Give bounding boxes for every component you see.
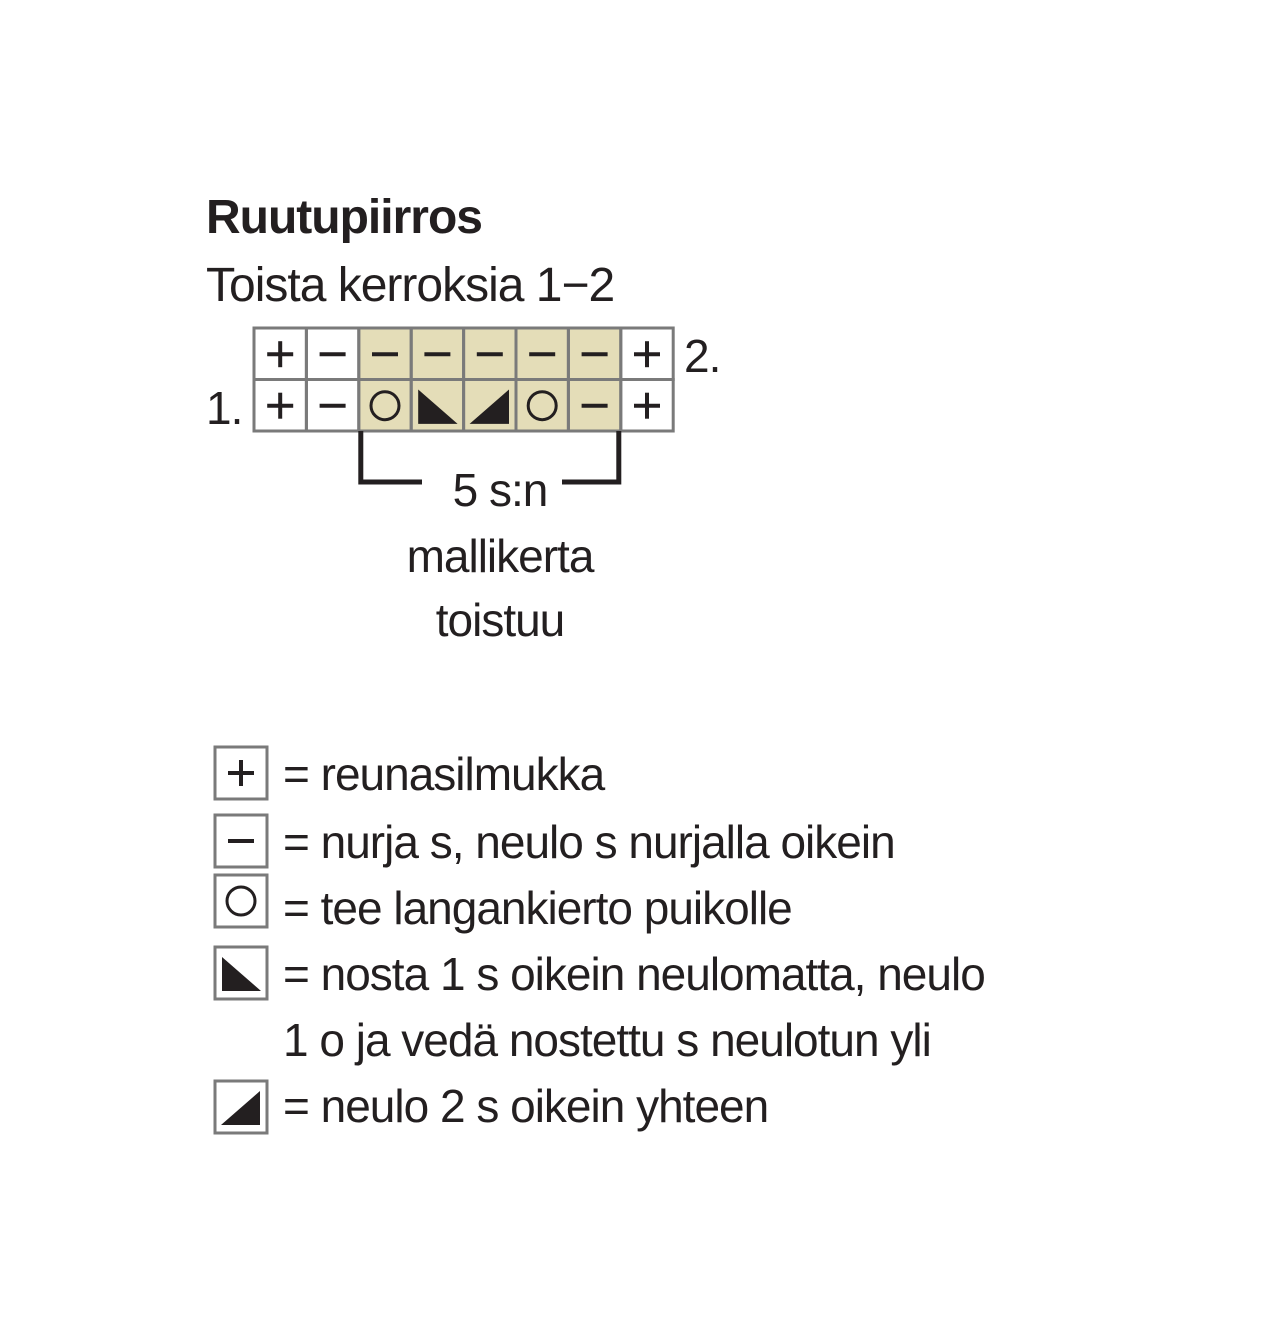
legend-symbol-box <box>215 875 267 927</box>
repeat-label-pattern: mallikerta <box>406 530 594 582</box>
legend-text-purl: = nurja s, neulo s nurjalla oikein <box>283 816 895 868</box>
repeat-label-count: 5 s:n <box>452 464 548 516</box>
repeat-label-repeats: toistuu <box>435 594 565 646</box>
chart-title: Ruutupiirros <box>206 191 482 244</box>
legend-text-skpo: = nosta 1 s oikein neulomatta, neulo <box>283 948 985 1000</box>
legend-text-skpo-cont: 1 o ja vedä nostettu s neulotun yli <box>283 1014 931 1066</box>
chart-subtitle: Toista kerroksia 1−2 <box>206 259 615 312</box>
row-label-2: 2. <box>684 330 721 382</box>
row-label-1: 1. <box>206 382 243 434</box>
legend-text-yarn-over: = tee langankierto puikolle <box>283 882 792 934</box>
legend-text-k2tog: = neulo 2 s oikein yhteen <box>283 1080 769 1132</box>
legend-text-edge-stitch: = reunasilmukka <box>283 748 605 800</box>
